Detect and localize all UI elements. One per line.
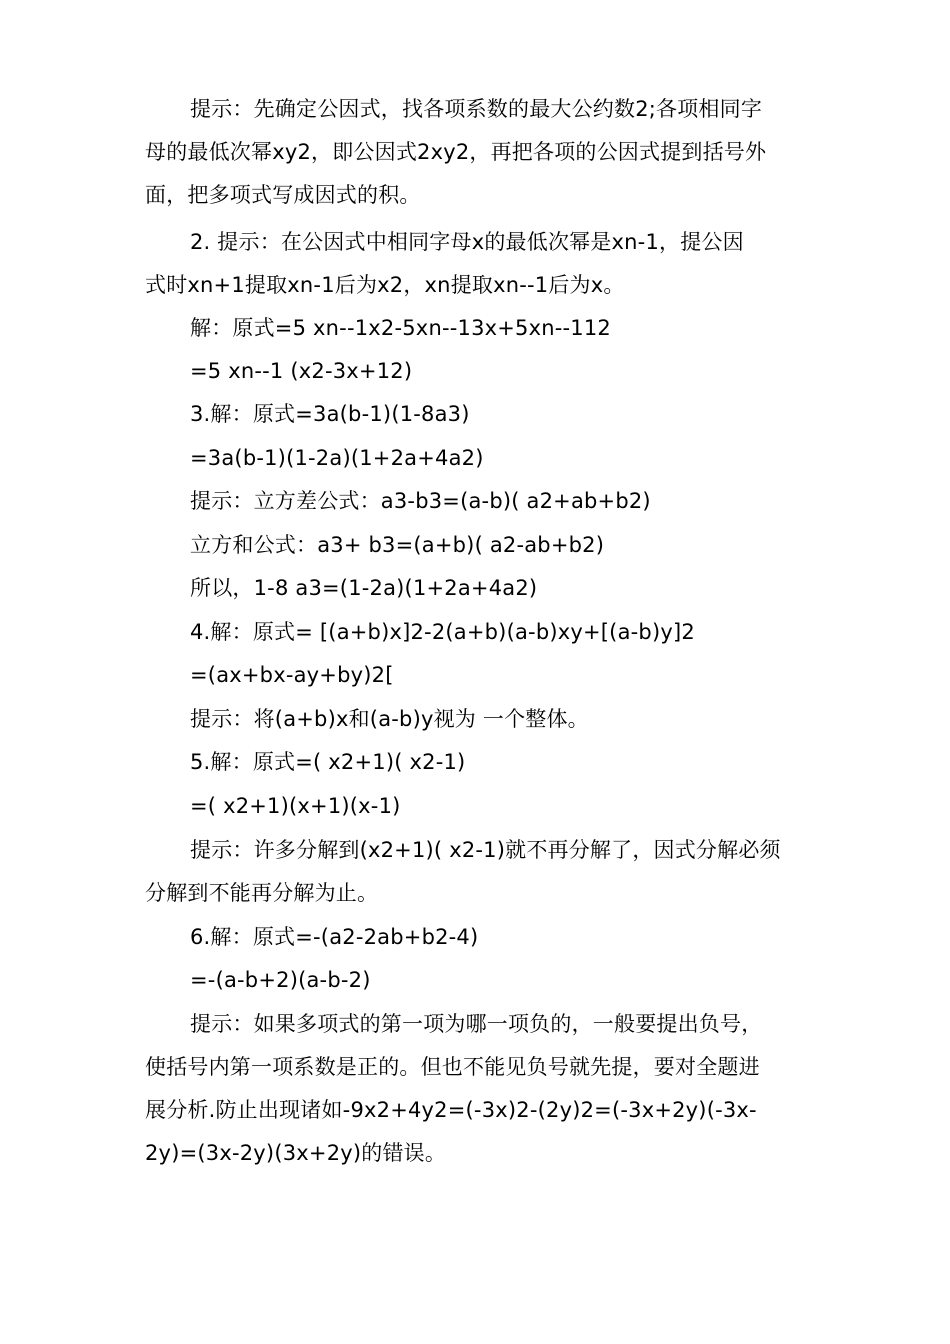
text-line: 提示：立方差公式：a3-b3=(a-b)( a2+ab+b2) [190, 489, 651, 513]
text-line: 提示：许多分解到(x2+1)( x2-1)就不再分解了，因式分解必须 [190, 838, 781, 862]
text-line: 所以，1-8 a3=(1-2a)(1+2a+4a2) [190, 576, 538, 600]
text-line: 5.解：原式=( x2+1)( x2-1) [190, 750, 466, 774]
text-line: 4.解：原式= [(a+b)x]2-2(a+b)(a-b)xy+[(a-b)y]2 [190, 620, 695, 644]
text-line: 提示：将(a+b)x和(a-b)y视为 一个整体。 [190, 707, 589, 731]
text-line: =(ax+bx-ay+by)2[ [190, 663, 394, 687]
text-line: 展分析.防止出现诸如-9x2+4y2=(-3x)2-(2y)2=(-3x+2y)(-3x- [145, 1098, 757, 1122]
text-line: =5 xn--1 (x2-3x+12) [190, 359, 413, 383]
text-line: 分解到不能再分解为止。 [145, 881, 379, 905]
text-line: =-(a-b+2)(a-b-2) [190, 968, 371, 992]
text-line: 母的最低次幂xy2，即公因式2xy2，再把各项的公因式提到括号外 [145, 140, 767, 164]
text-line: 2. 提示：在公因式中相同字母x的最低次幂是xn-1，提公因 [190, 230, 744, 254]
text-line: 6.解：原式=-(a2-2ab+b2-4) [190, 925, 479, 949]
text-line: 3.解：原式=3a(b-1)(1-8a3) [190, 402, 470, 426]
text-line: 2y)=(3x-2y)(3x+2y)的错误。 [145, 1141, 447, 1165]
text-line: =( x2+1)(x+1)(x-1) [190, 794, 401, 818]
text-line: 提示：如果多项式的第一项为哪一项负的，一般要提出负号， [190, 1012, 763, 1036]
text-line: 式时xn+1提取xn-1后为x2，xn提取xn--1后为x。 [145, 273, 625, 297]
text-line: 解：原式=5 xn--1x2-5xn--13x+5xn--112 [190, 316, 611, 340]
text-line: 立方和公式：a3+ b3=(a+b)( a2-ab+b2) [190, 533, 605, 557]
text-line: =3a(b-1)(1-2a)(1+2a+4a2) [190, 446, 484, 470]
text-line: 使括号内第一项系数是正的。但也不能见负号就先提，要对全题进 [145, 1055, 760, 1079]
text-line: 面，把多项式写成因式的积。 [145, 183, 421, 207]
text-line: 提示：先确定公因式，找各项系数的最大公约数2;各项相同字 [190, 97, 763, 121]
